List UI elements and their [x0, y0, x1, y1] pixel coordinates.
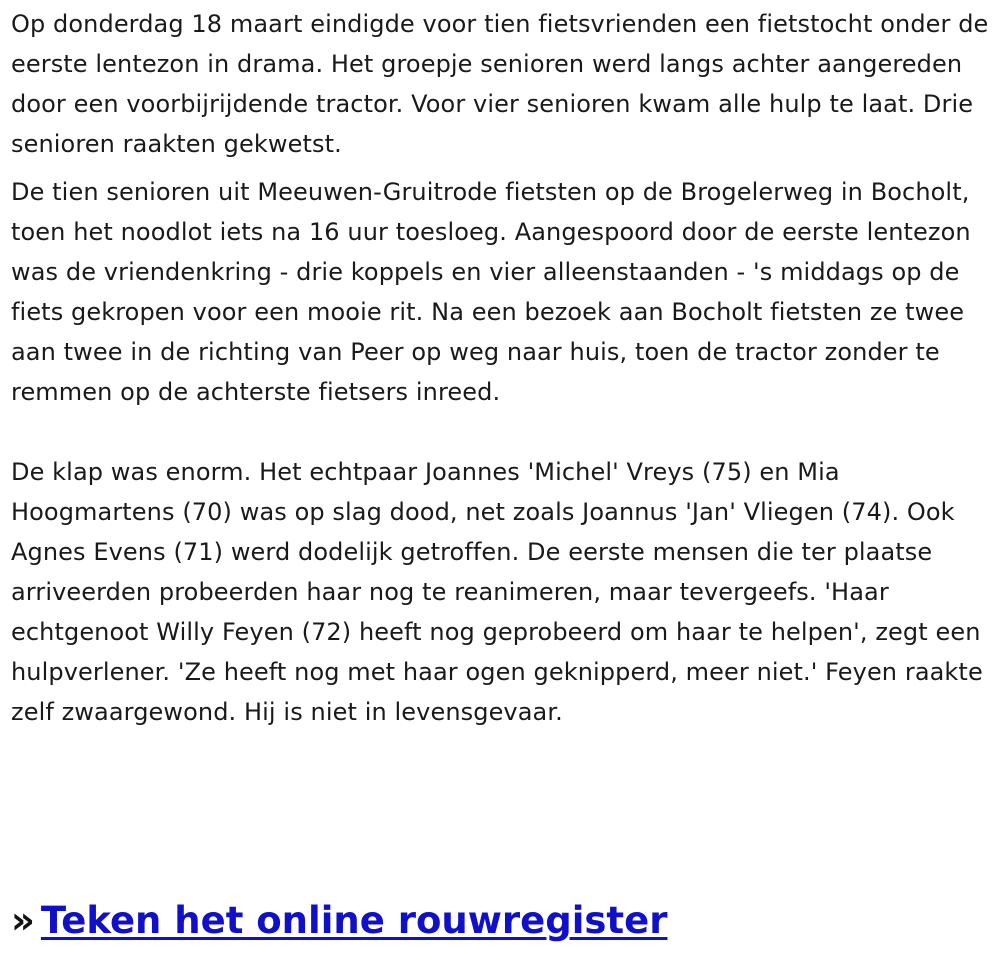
double-chevron-right-icon: »: [11, 899, 35, 942]
article-body: [11, 4, 991, 732]
article-paragraph-victims: De klap was enorm. Het echtpaar Joannes 'Michel' Vreys (75) en Mia Hoogmartens (70) was op slag dood, net zoals Joannus 'Jan' Vliegen (74). Ook Agnes Evens (71) werd dodelijk getroffen. De eerste mensen die ter plaatse arriveerden probeerden haar nog te reanimeren, maar tevergeefs. 'Haar echtgenoot Willy Feyen (72) heeft nog geprobeerd om haar te helpen', zegt een hulpverlener. 'Ze heeft nog met haar ogen geknipperd, meer niet.' Feyen raakte zelf zwaargewond. Hij is niet in levensgevaar.: [11, 458, 983, 726]
article-paragraph-accident-location: De tien senioren uit Meeuwen-Gruitrode fietsten op de Brogelerweg in Bocholt, toen het noodlot iets na 16 uur toesloeg. Aangespoord door de eerste lentezon was de vriendenkring - drie koppels en vier alleenstaanden - 's middags op de fiets gekropen voor een mooie rit. Na een bezoek aan Bocholt fietsten ze twee aan twee in de richting van Peer op weg naar huis, toen de tractor zonder te remmen op de achterste fietsers inreed.: [11, 178, 971, 406]
article-paragraph-intro: Op donderdag 18 maart eindigde voor tien fietsvrienden een fietstocht onder de eerste lentezon in drama. Het groepje senioren werd langs achter aangereden door een voorbijrijdende tractor. Voor vier senioren kwam alle hulp te laat. Drie senioren raakten gekwetst.: [11, 10, 989, 158]
condolence-register-callout: [11, 896, 667, 946]
condolence-register-link[interactable]: Teken het online rouwregister: [40, 899, 668, 942]
